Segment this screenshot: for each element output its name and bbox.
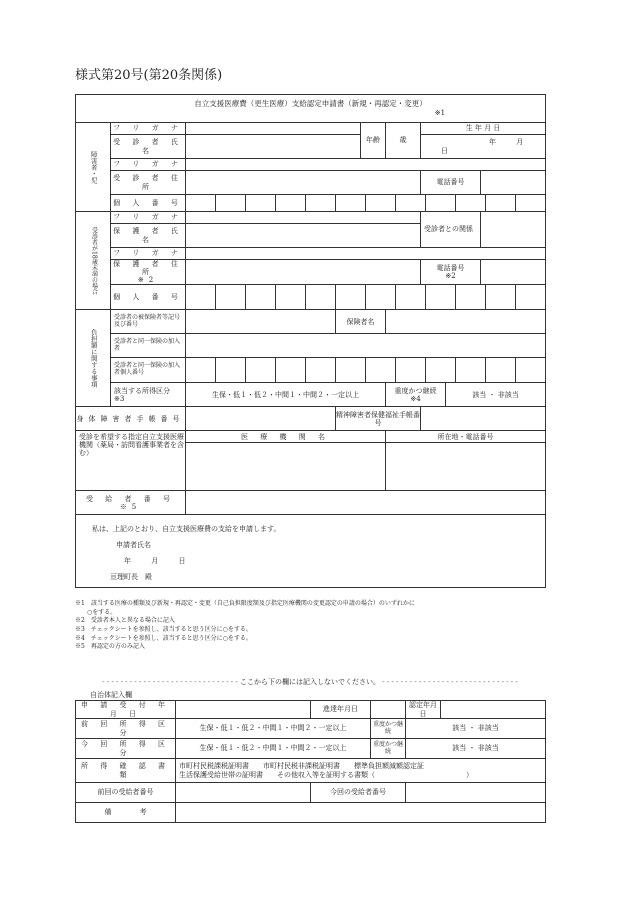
declaration-date[interactable]	[124, 557, 185, 565]
guardian-personal-number-field[interactable]	[186, 285, 546, 310]
income-category-label	[111, 383, 186, 407]
guardian-address-field[interactable]	[186, 260, 421, 285]
guardian-address-furigana-label: フ リ ガ ナ	[111, 248, 186, 260]
remarks-label: 備 考	[76, 803, 176, 823]
note-1-cont: ○をする。	[75, 608, 117, 616]
prev-recipient-field[interactable]	[176, 783, 311, 803]
dob-year: 年	[489, 138, 496, 147]
patient-group-label: 障害者・児	[76, 123, 111, 212]
declaration-month: 月	[151, 557, 159, 566]
prev-heavy-continuous-options[interactable]: 該当 ・ 非該当	[406, 719, 546, 739]
patient-address-label: 受 診 者 住 所	[111, 171, 186, 195]
prev-income-label: 前 回 所 得 区 分	[76, 719, 176, 739]
heavy-continuous-label	[386, 383, 446, 407]
prev-heavy-continuous-label: 重度かつ継続	[371, 719, 406, 739]
guardian-address-label	[111, 260, 186, 285]
same-insurance-number-label: 受診者と同一保険の加入者個人番号	[111, 358, 186, 383]
guardian-phone-text: 電話番号	[436, 264, 465, 273]
patient-address-field[interactable]	[186, 171, 421, 195]
mental-handbook-field[interactable]	[421, 407, 546, 431]
patient-personal-number-field[interactable]	[186, 195, 546, 212]
disability-handbook-label: 身体障害者手帳番号	[76, 407, 186, 431]
guardian-address-furigana-field[interactable]	[186, 248, 546, 260]
curr-recipient-label: 今回の受給者番号	[311, 783, 406, 803]
declaration-day: 日	[178, 557, 186, 566]
received-date-field[interactable]	[176, 701, 311, 719]
address-phone-label: 所在地・電話番号	[386, 431, 546, 443]
note-5: ※5 再認定の方のみ記入	[75, 643, 145, 651]
recipient-number-text: 受 給 者 番 号	[86, 494, 175, 503]
patient-address-furigana-field[interactable]	[186, 159, 546, 171]
age-label: 年齢	[361, 123, 386, 159]
income-proof-line-1: 市町村民税課税証明書 市町村民税非課税証明書 標準負担額減額認定証	[179, 762, 424, 771]
guardian-phone-label	[421, 260, 481, 285]
minor-group-label: 受診者が18歳未満の場合	[76, 212, 111, 310]
form-number: 様式第20号(第20条関係)	[75, 68, 223, 83]
dob-month: 月	[516, 138, 524, 147]
insurer-field[interactable]	[386, 310, 546, 334]
application-form-table	[75, 94, 546, 588]
medical-institution-name-label: 医 療 機 関 名	[186, 431, 386, 443]
medical-institution-name-field[interactable]	[186, 443, 386, 491]
income-options[interactable]: 生保・低１・低２・中間１・中間２・一定以上	[186, 383, 386, 407]
patient-furigana-label: フ リ ガ ナ	[111, 123, 186, 135]
recipient-number-label	[76, 491, 186, 515]
guardian-address-text: 保 護 者 住 所	[113, 260, 183, 277]
burden-group-label: 負担額に関する事項	[76, 310, 111, 407]
recipient-number-note: ※5	[119, 502, 142, 511]
income-proof-label: 所 得 確 認 書 類	[76, 759, 176, 783]
guardian-address-note: ※2	[137, 276, 159, 285]
insurer-label: 保険者名	[336, 310, 386, 334]
guardian-name-label: 保 護 者 氏 名	[111, 224, 186, 248]
office-use-table	[75, 700, 546, 823]
guardian-furigana-field[interactable]	[186, 212, 421, 224]
income-category-text: 該当する所得区分	[114, 386, 170, 395]
note-3: ※3 チェックシートを参照し、該当すると思う区分に○をする。	[75, 626, 252, 634]
declaration-statement: 私は、上記のとおり、自立支援医療費の支給を申請します。	[92, 525, 281, 534]
cut-line-text: ここから下の欄には記入しないでください。	[240, 678, 380, 686]
insured-sign-field[interactable]	[186, 310, 336, 334]
curr-heavy-continuous-label: 重度かつ継続	[371, 739, 406, 759]
curr-heavy-continuous-options[interactable]: 該当 ・ 非該当	[406, 739, 546, 759]
declaration-block	[76, 515, 546, 588]
approval-date-label: 認定年月日	[406, 701, 441, 719]
guardian-phone-note: ※2	[445, 272, 456, 281]
dob-field[interactable]	[421, 135, 546, 159]
prev-recipient-label: 前回の受給者番号	[76, 783, 176, 803]
heavy-continuous-text: 重度かつ継続	[394, 386, 437, 395]
curr-income-label: 今 回 所 得 区 分	[76, 739, 176, 759]
progress-date-label: 進達年月日	[311, 701, 371, 719]
note-4: ※4 チェックシートを参照し、該当すると思う区分に○をする。	[75, 634, 252, 642]
cut-dashes-right: - - - - - - - - - - - - - - - - - - - - - - - - - - - - - -	[382, 678, 518, 686]
insured-sign-label: 受診者の被保険者等記号及び番号	[111, 310, 186, 334]
addressee: 亘理町長 殿	[110, 573, 152, 582]
patient-address-furigana-label: フ リ ガ ナ	[111, 159, 186, 171]
guardian-phone-field[interactable]	[481, 260, 546, 285]
income-proof-options[interactable]	[176, 759, 546, 783]
title-note: ※1	[434, 108, 446, 117]
approval-date-field[interactable]	[441, 701, 546, 719]
guardian-name-field[interactable]	[186, 224, 421, 248]
same-insurance-label: 受診者と同一保険の加入者	[111, 334, 186, 358]
received-date-label: 申 請 受 付 年 月 日	[76, 701, 176, 719]
prev-income-options[interactable]: 生保・低１・低２・中間１・中間２・一定以上	[176, 719, 371, 739]
same-insurance-field[interactable]	[186, 334, 546, 358]
notes-block	[75, 600, 545, 652]
institution-address-phone-field[interactable]	[386, 443, 546, 491]
patient-phone-field[interactable]	[481, 171, 546, 195]
patient-furigana-field[interactable]	[186, 123, 361, 135]
heavy-continuous-options[interactable]: 該当 ・ 非該当	[446, 383, 546, 407]
note-1: ※1 該当する医療の種類及び新規・再認定・変更（自己負担限度額及び指定医療機関の変更認定の申請の場合）のいずれかに	[75, 600, 415, 607]
dob-label: 生 年 月 日	[421, 123, 546, 135]
curr-recipient-field[interactable]	[406, 783, 546, 803]
dob-day: 日	[441, 146, 448, 155]
note-2: ※2 受診者本人と異なる場合に記入	[75, 617, 175, 625]
age-unit[interactable]: 歳	[386, 123, 421, 159]
heavy-continuous-note: ※4	[410, 394, 421, 403]
recipient-number-field[interactable]	[186, 491, 546, 515]
mental-handbook-label: 精神障害者保健福祉手帳番号	[336, 407, 421, 431]
income-category-note: ※3	[114, 394, 125, 403]
relation-field[interactable]	[481, 212, 546, 248]
patient-name-field[interactable]	[186, 135, 361, 159]
designated-institution-label: 受診を希望する指定自立支援医療機関（薬局・訪問看護事業者を含む）	[76, 431, 186, 491]
applicant-name-label[interactable]: 申請者氏名	[116, 541, 151, 550]
office-section-label: 自治体記入欄	[90, 691, 132, 699]
remarks-field[interactable]	[176, 803, 546, 823]
relation-label: 受診者との関係	[421, 212, 481, 248]
disability-handbook-field[interactable]	[186, 407, 336, 431]
patient-phone-label: 電話番号	[421, 171, 481, 195]
income-proof-line-2: 生活保護受給世帯の証明書 その他収入等を証明する書類（ ）	[179, 770, 473, 779]
curr-income-options[interactable]: 生保・低１・低２・中間１・中間２・一定以上	[176, 739, 371, 759]
guardian-furigana-label: フ リ ガ ナ	[111, 212, 186, 224]
declaration-year: 年	[124, 557, 131, 566]
cut-dashes-left: - - - - - - - - - - - - - - - - - - - - - - - - - - - - - -	[102, 678, 238, 686]
patient-personal-number-label: 個 人 番 号	[111, 195, 186, 212]
same-insurance-number-field[interactable]	[186, 358, 546, 383]
form-title: 自立支援医療費（更生医療）支給認定申請書（新規・再認定・変更）	[194, 99, 427, 109]
guardian-personal-number-label: 個 人 番 号	[111, 285, 186, 310]
cut-line	[75, 677, 545, 687]
progress-date-field[interactable]	[371, 701, 406, 719]
form-title-cell	[76, 95, 546, 123]
patient-name-label: 受 診 者 氏 名	[111, 135, 186, 159]
